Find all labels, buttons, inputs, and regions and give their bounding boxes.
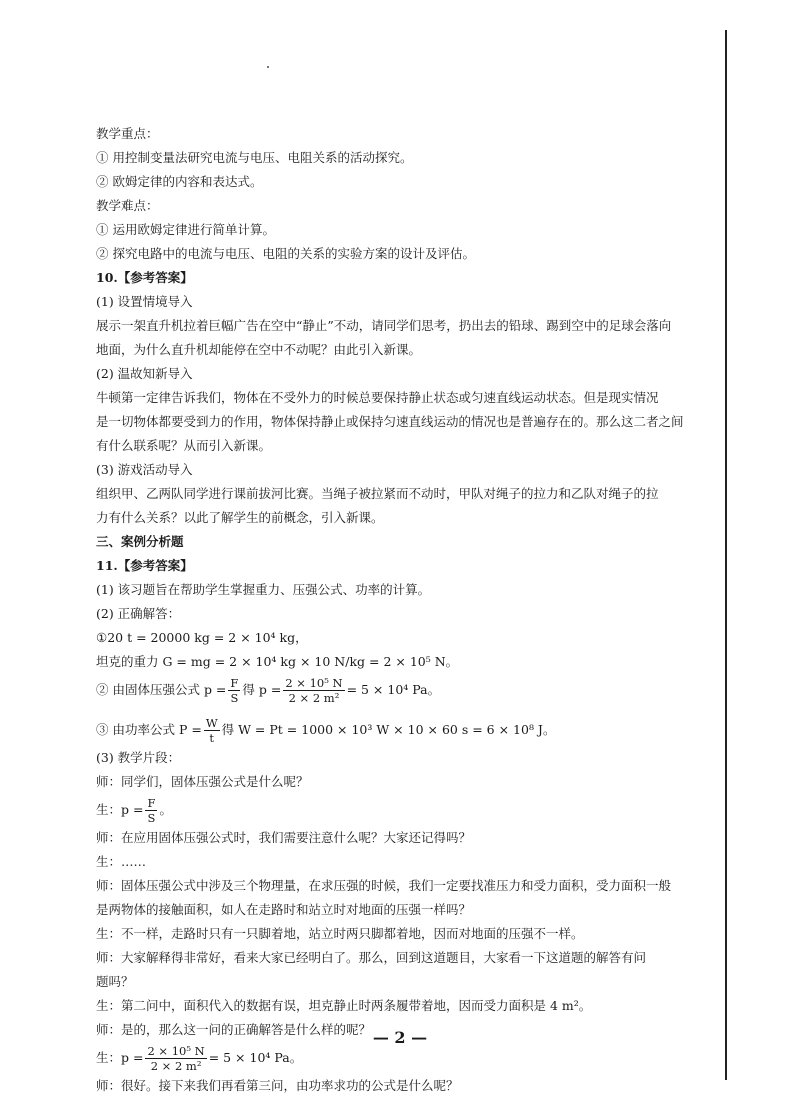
- teaching-key-title: 教学重点：: [96, 126, 159, 141]
- dialogue-10-prefix: 生：p =: [96, 1050, 144, 1065]
- q11-eq4-suffix: 得 W = Pt = 1000 × 10³ W × 10 × 60 s = 6 × 10⁸ J。: [221, 722, 556, 737]
- dialogue-5-line1: 师：固体压强公式中涉及三个物理量，在求压强的时候，我们一定要找准压力和受力面积，受力面积一般: [96, 878, 672, 893]
- q11-eq3-suffix: = 5 × 10⁴ Pa。: [346, 682, 441, 697]
- teaching-key-2: ② 欧姆定律的内容和表达式。: [96, 174, 263, 189]
- pressure-formula-fraction: [228, 676, 240, 705]
- q11-eq3-prefix: ② 由固体压强公式 p =: [96, 682, 227, 697]
- teaching-difficulty-title: 教学难点：: [96, 198, 159, 213]
- dialogue-7-line1: 师：大家解释得非常好，看来大家已经明白了。那么，回到这道题目，大家看一下这道题的解答有问: [96, 950, 647, 965]
- dialogue-3: 师：在应用固体压强公式时，我们需要注意什么呢？大家还记得吗？: [96, 830, 472, 845]
- fraction-numerator: F: [147, 795, 156, 810]
- dialogue-11: 师：很好。接下来我们再看第三问，由功率求功的公式是什么呢？: [96, 1078, 459, 1093]
- dialogue-8: 生：第二问中，面积代入的数据有误，坦克静止时两条履带着地，因而受力面积是 4 m²。: [96, 998, 592, 1013]
- q10-s3-title: (3) 游戏活动导入: [96, 462, 193, 477]
- dialogue-5-line2: 是两物体的接触面积，如人在走路时和站立时对地面的压强一样吗？: [96, 902, 472, 917]
- dialogue-7-line2: 题吗？: [96, 974, 134, 989]
- fraction-numerator: 2 × 10⁵ N: [285, 675, 343, 690]
- q11-eq4-prefix: ③ 由功率公式 P =: [96, 722, 202, 737]
- q10-s2-line3: 有什么联系呢？从而引入新课。: [96, 438, 272, 453]
- fraction-denominator: 2 × 2 m²: [150, 1058, 202, 1073]
- q11-header: 11.【参考答案】: [96, 558, 193, 573]
- dialogue-10-suffix: = 5 × 10⁴ Pa。: [208, 1050, 303, 1065]
- teaching-key-1: ① 用控制变量法研究电流与电压、电阻关系的活动探究。: [96, 150, 413, 165]
- fraction-denominator: 2 × 2 m²: [288, 690, 340, 705]
- dialogue-9: 师：是的，那么这一问的正确解答是什么样的呢？: [96, 1022, 372, 1037]
- q11-eq4: [96, 712, 716, 748]
- q10-s2-line1: 牛顿第一定律告诉我们，物体在不受外力的时候总要保持静止状态或匀速直线运动状态。但是现实情况: [96, 390, 659, 405]
- fraction-numerator: F: [230, 675, 239, 690]
- page-content: [96, 124, 716, 1096]
- q11-eq3-mid: 得 p =: [242, 682, 282, 697]
- q11-eq2: 坦克的重力 G = mg = 2 × 10⁴ kg × 10 N/kg = 2 × 10⁵ N。: [96, 654, 459, 669]
- teaching-difficulty-1: ① 运用欧姆定律进行简单计算。: [96, 222, 275, 237]
- q11-eq1: ①20 t = 20000 kg = 2 × 10⁴ kg，: [96, 630, 308, 645]
- section3-title: 三、案例分析题: [96, 534, 184, 549]
- q10-s2-line2: 是一切物体都要受到力的作用，物体保持静止或保持匀速直线运动的情况也是普遍存在的。那么这二者之间: [96, 414, 684, 429]
- q11-eq3: [96, 672, 716, 708]
- power-formula-fraction: [204, 716, 220, 745]
- q10-s1-title: (1) 设置情境导入: [96, 294, 193, 309]
- dialogue-1: 师：同学们，固体压强公式是什么呢？: [96, 774, 309, 789]
- pressure-value-fraction: [283, 676, 344, 705]
- q11-part2: (2) 正确解答：: [96, 606, 181, 621]
- q10-header: 10.【参考答案】: [96, 270, 193, 285]
- fraction-denominator: t: [209, 730, 215, 745]
- fraction-denominator: S: [230, 690, 239, 705]
- dialogue-2-suffix: 。: [159, 802, 172, 817]
- q10-s1-line1: 展示一架直升机拉着巨幅广告在空中“静止”不动，请同学们思考，扔出去的铅球、踢到空中的足球会落向: [96, 318, 672, 333]
- fraction-denominator: S: [147, 810, 156, 825]
- teaching-difficulty-2: ② 探究电路中的电流与电压、电阻的关系的实验方案的设计及评估。: [96, 246, 475, 261]
- fraction-numerator: 2 × 10⁵ N: [147, 1043, 205, 1058]
- q10-s3-line2: 力有什么关系？以此了解学生的前概念，引入新课。: [96, 510, 384, 525]
- page-number: — 2 —: [372, 1028, 428, 1047]
- dialogue-2-prefix: 生：p =: [96, 802, 144, 817]
- fraction-numerator: W: [205, 715, 218, 730]
- q10-s3-line1: 组织甲、乙两队同学进行课前拔河比赛。当绳子被拉紧而不动时，甲队对绳子的拉力和乙队对绳子的拉: [96, 486, 659, 501]
- dialogue-4: 生：……: [96, 854, 147, 869]
- q10-s2-title: (2) 温故知新导入: [96, 366, 193, 381]
- pressure-formula-fraction: [145, 796, 157, 825]
- q11-part1: (1) 该习题旨在帮助学生掌握重力、压强公式、功率的计算。: [96, 582, 431, 597]
- q11-part3: (3) 教学片段：: [96, 750, 181, 765]
- q10-s1-line2: 地面，为什么直升机却能停在空中不动呢？由此引入新课。: [96, 342, 422, 357]
- scan-edge-line: [725, 30, 727, 1080]
- dialogue-2: [96, 792, 716, 828]
- pressure-value-fraction: [145, 1044, 206, 1073]
- scan-speck: [267, 66, 269, 68]
- dialogue-6: 生：不一样，走路时只有一只脚着地，站立时两只脚都着地，因而对地面的压强不一样。: [96, 926, 584, 941]
